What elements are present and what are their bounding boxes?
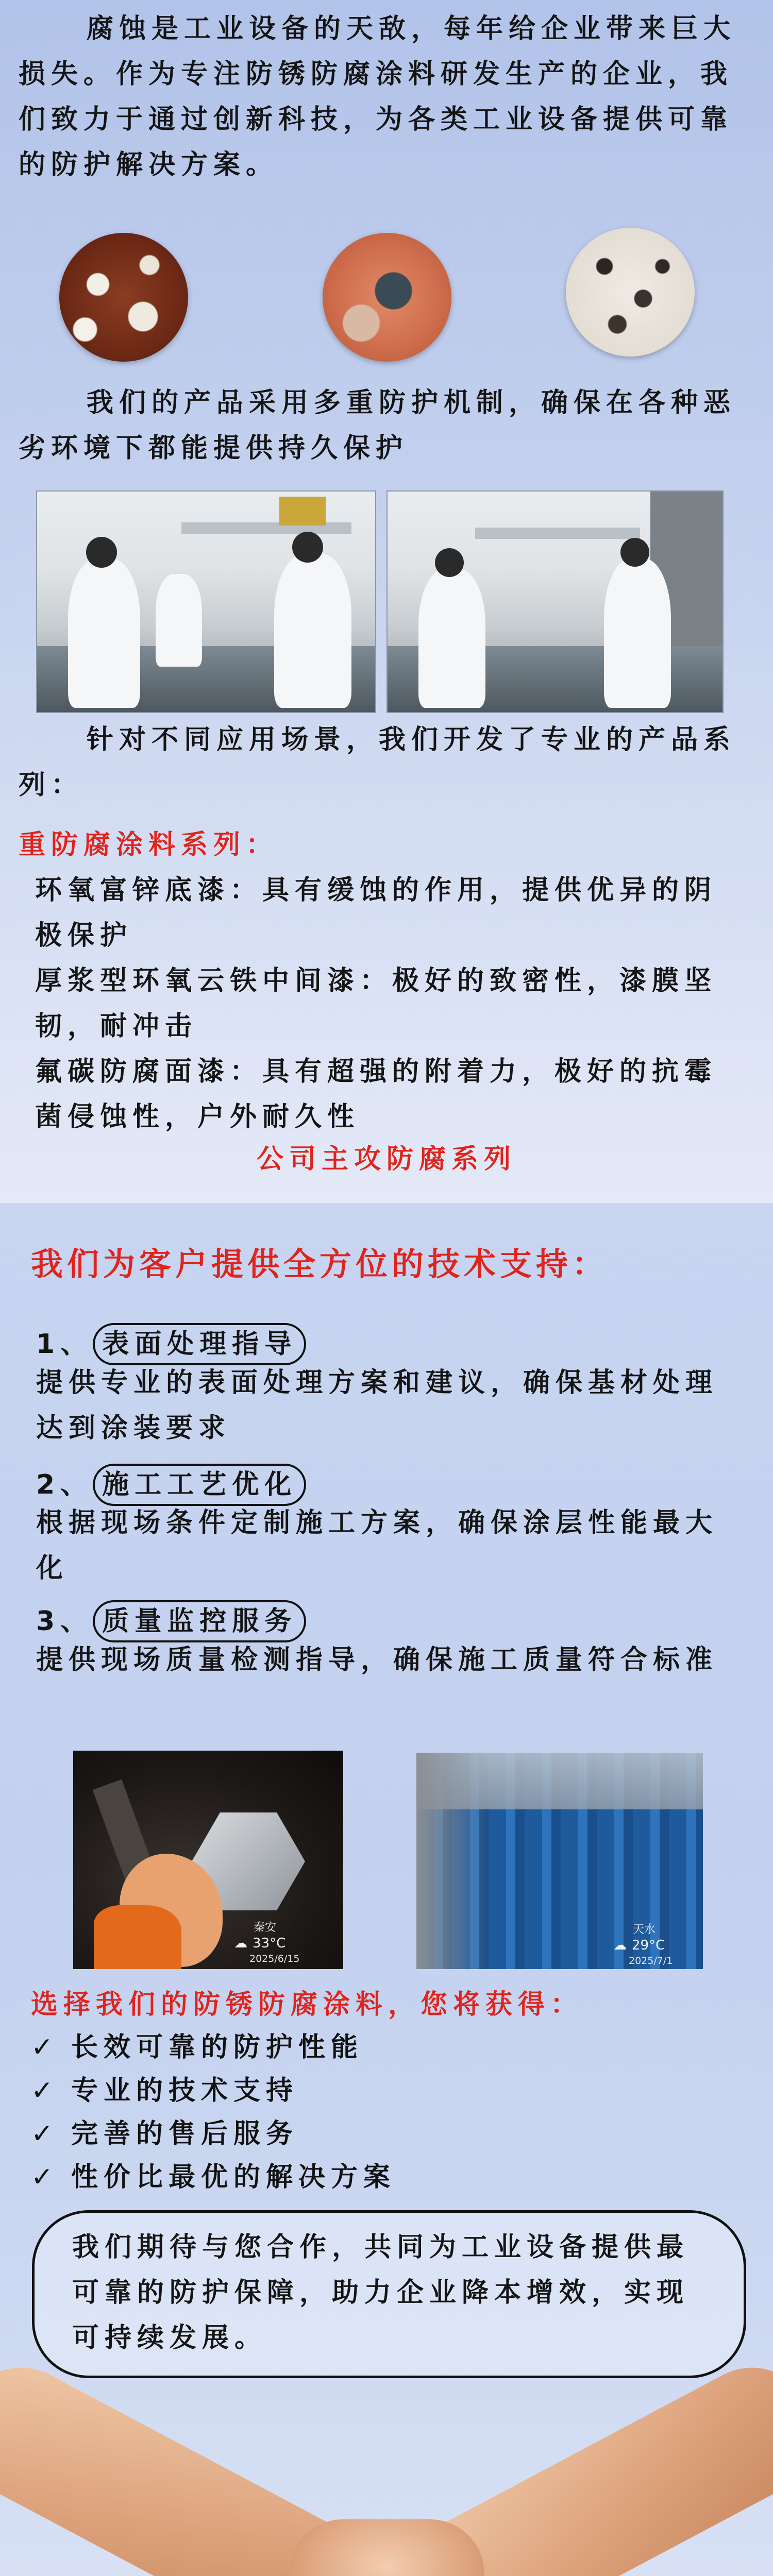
benefit-item-2 — [31, 2069, 701, 2112]
photo-right-date: 2025/7/1 — [629, 1955, 673, 1967]
cloud-icon-right: ☁ — [613, 1938, 627, 1953]
cloud-icon-left: ☁ — [234, 1936, 247, 1951]
benefit-text: 完善的售后服务 — [71, 2119, 299, 2149]
support-item-2-desc: 根据现场条件定制施工方案，确保涂层性能最大化 — [36, 1507, 718, 1584]
intro-paragraph: 腐蚀是工业设备的天敌，每年给企业带来巨大损失。作为专注防锈防腐涂料研发生产的企业，我们致力于通过创新科技，为各类工业设备提供可靠的防护解决方案。 — [19, 13, 736, 180]
support-item-1-number: 1、 — [36, 1329, 93, 1360]
check-icon: ✓ — [31, 2075, 59, 2106]
closing-text: 我们期待与您合作，共同为工业设备提供最可靠的防护保障，助力企业降本增效，实现可持续发展。 — [72, 2232, 690, 2353]
support-item-2-label: 施工工艺优化 — [93, 1464, 306, 1506]
protection-paragraph: 我们的产品采用多重防护机制，确保在各种恶劣环境下都能提供持久保护 — [19, 387, 736, 464]
support-item-2-number: 2、 — [36, 1469, 93, 1500]
benefit-item-4 — [31, 2156, 701, 2199]
benefits-title: 选择我们的防锈防腐涂料，您将获得： — [31, 1989, 583, 2020]
lab-photo-1 — [36, 490, 376, 713]
check-icon: ✓ — [31, 2032, 59, 2063]
benefit-text: 长效可靠的防护性能 — [71, 2032, 364, 2063]
thickness-gauge-photo — [73, 1751, 343, 1969]
support-item-1-desc: 提供专业的表面处理方案和建议，确保基材处理达到涂装要求 — [36, 1367, 718, 1444]
lab-photo-2 — [386, 490, 724, 713]
support-item-1-label: 表面处理指导 — [93, 1323, 306, 1365]
photo-left-temp: 33°C — [253, 1936, 286, 1951]
photo-right-place: 天水 — [633, 1923, 656, 1936]
corrosion-sample-1 — [59, 233, 188, 362]
heavy-series-item-2: 厚浆型环氧云铁中间漆：极好的致密性，漆膜坚韧，耐冲击 — [35, 965, 717, 1042]
series-intro: 针对不同应用场景，我们开发了专业的产品系列： — [19, 724, 736, 801]
heavy-series-item-3: 氟碳防腐面漆：具有超强的附着力，极好的抗霉菌侵蚀性，户外耐久性 — [35, 1056, 717, 1132]
benefit-text: 专业的技术支持 — [71, 2075, 299, 2106]
check-icon: ✓ — [31, 2119, 59, 2149]
coated-steel-photo — [416, 1753, 703, 1969]
photo-left-place: 秦安 — [254, 1921, 277, 1934]
support-item-3-desc: 提供现场质量检测指导，确保施工质量符合标准 — [36, 1645, 718, 1675]
benefit-item-1 — [31, 2026, 701, 2069]
support-title: 我们为客户提供全方位的技术支持： — [31, 1245, 609, 1283]
support-item-3-label: 质量监控服务 — [93, 1600, 306, 1642]
photo-right-temp: 29°C — [632, 1938, 665, 1953]
support-item-3-number: 3、 — [36, 1606, 93, 1637]
benefit-text: 性价比最优的解决方案 — [71, 2162, 396, 2193]
corrosion-sample-2 — [323, 233, 451, 362]
corrosion-sample-3 — [566, 228, 695, 357]
check-icon: ✓ — [31, 2162, 59, 2193]
benefit-item-3 — [31, 2112, 701, 2156]
heavy-series-title: 重防腐涂料系列： — [19, 829, 279, 860]
heavy-series-item-1: 环氧富锌底漆：具有缓蚀的作用，提供优异的阴极保护 — [35, 875, 717, 951]
photo-left-date: 2025/6/15 — [249, 1953, 300, 1964]
series-caption: 公司主攻防腐系列 — [256, 1144, 516, 1175]
